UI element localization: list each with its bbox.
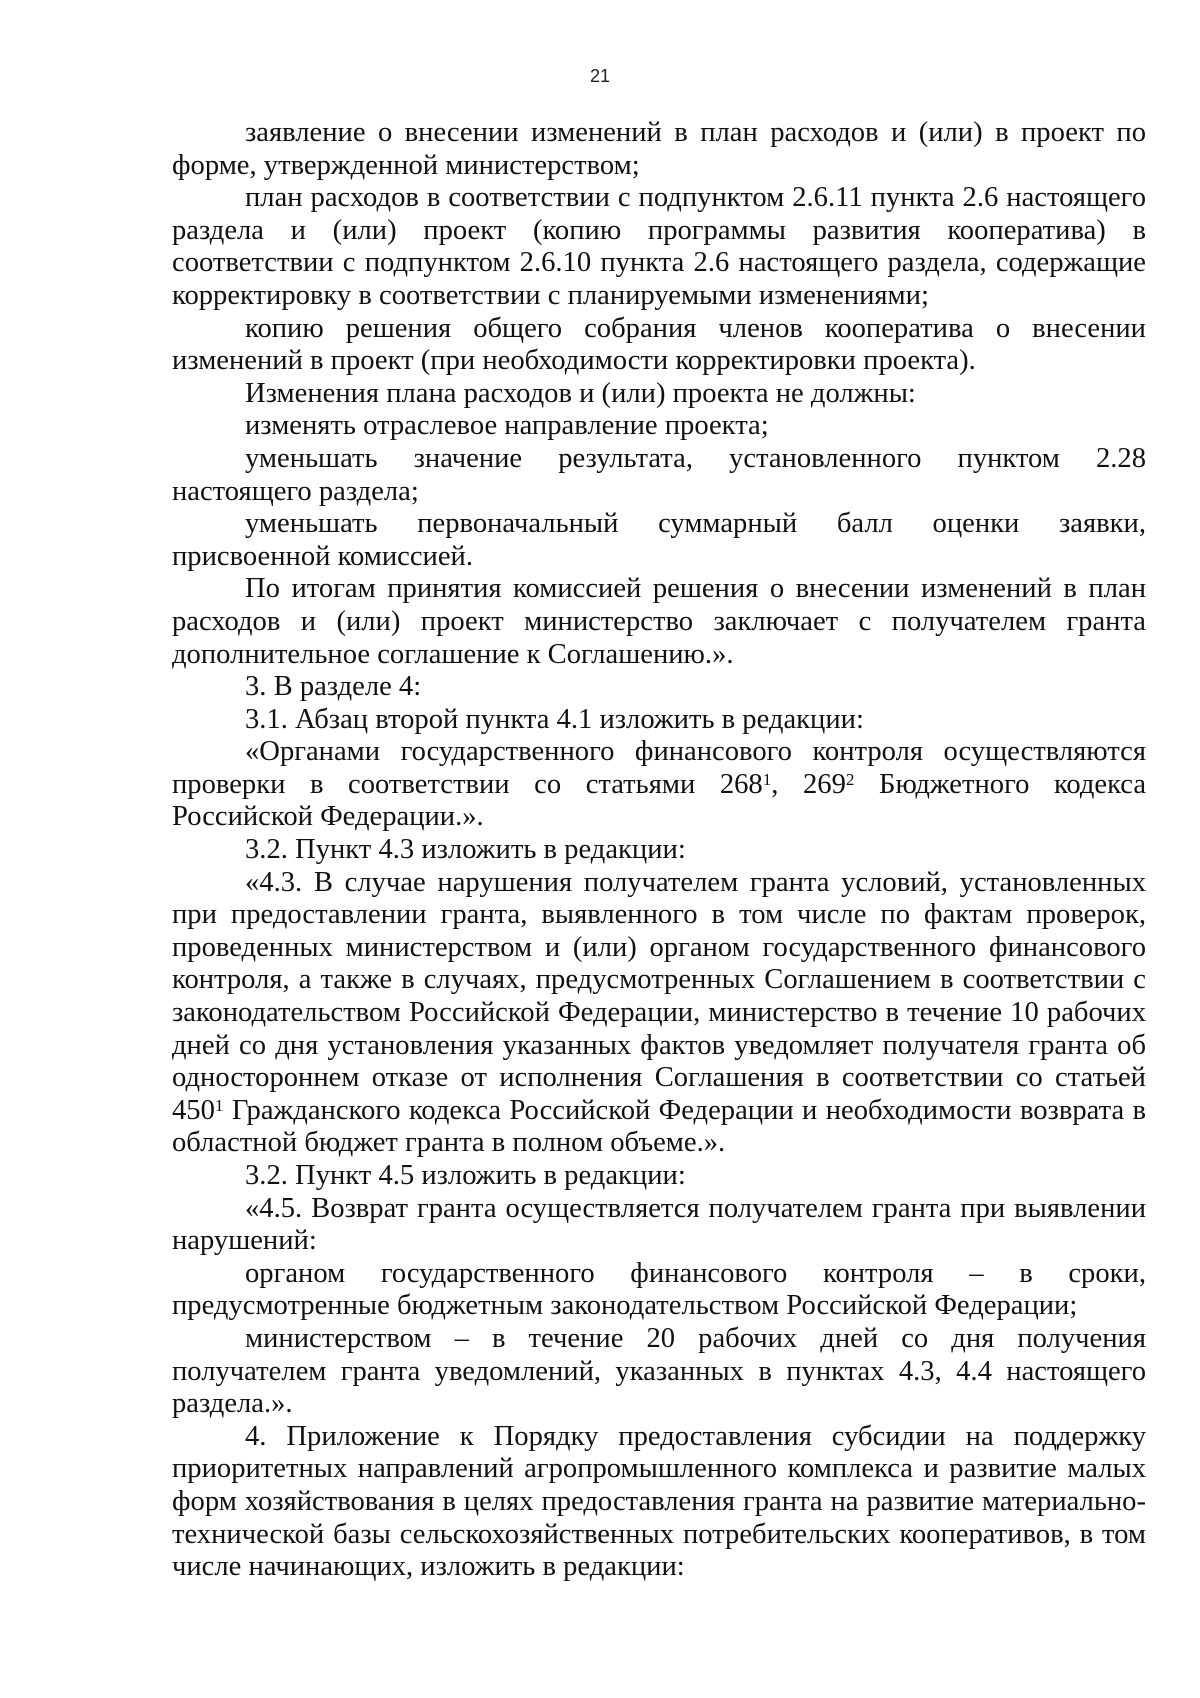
text-segment: , 269 [771,768,846,800]
paragraph-clause-4-3 [172,867,1146,1160]
text-segment: Гражданского кодекса Российской Федерации и необходимости возврата в областной бюджет гранта в полном объеме.». [172,1094,1146,1159]
paragraph: 4. Приложение к Порядку предоставления субсидии на поддержку приоритетных направлений агропромышленного комплекса и развитие малых форм хозяйствования в целях предоставления гранта на развитие материально-технической базы сельскохозяйственных потребительских кооперативов, в том числе начинающих, изложить в редакции: [172,1420,1146,1583]
page-number: 21 [589,66,611,86]
superscript: 1 [762,770,772,790]
paragraph: копию решения общего собрания членов кооператива о внесении изменений в проект (при необходимости корректировки проекта). [172,312,1146,377]
paragraph-budget-code [172,736,1146,834]
paragraph: уменьшать значение результата, установленного пунктом 2.28 настоящего раздела; [172,442,1146,507]
paragraph: план расходов в соответствии с подпунктом 2.6.11 пункта 2.6 настоящего раздела и (или) проект (копию программы развития кооператива) в соответствии с подпунктом 2.6.10 пункта 2.6 настоящего раздела, содержащие корректировку в соответствии с планируемыми изменениями; [172,182,1146,311]
paragraph: 3.1. Абзац второй пункта 4.1 изложить в редакции: [245,703,864,735]
paragraph: изменять отраслевое направление проекта; [245,410,769,442]
paragraph: заявление о внесении изменений в план расходов и (или) в проект по форме, утвержденной министерством; [172,117,1146,181]
text-segment: «Органами государственного финансового контроля осуществляются проверки в соответствии со статьями 268 [172,736,1146,800]
paragraph: Изменения плана расходов и (или) проекта не должны: [245,377,916,409]
text-segment: «4.3. В случае нарушения получателем гранта условий, установленных при предоставлении гранта, выявленного в том числе по фактам проверок, проведенных министерством и (или) органом государственного финансового контроля, а также в случаях, предусмотренных Соглашением в соответствии с законодательством Российской Федерации, министерство в течение 10 рабочих дней со дня установления указанных фактов уведомляет получателя гранта об одностороннем отказе от исполнения Соглашения в соответствии со статьей 450 [172,866,1146,1126]
paragraph: уменьшать первоначальный суммарный балл оценки заявки, присвоенной комиссией. [172,508,1146,572]
paragraph: министерством – в течение 20 рабочих дней со дня получения получателем гранта уведомлений, указанных в пунктах 4.3, 4.4 настоящего раздела.». [172,1322,1146,1420]
paragraph: «4.5. Возврат гранта осуществляется получателем гранта при выявлении нарушений: [172,1192,1146,1257]
paragraph: 3. В разделе 4: [245,671,422,703]
paragraph: органом государственного финансового контроля – в сроки, предусмотренные бюджетным законодательством Российской Федерации; [172,1257,1146,1322]
paragraph: 3.2. Пункт 4.5 изложить в редакции: [245,1160,686,1191]
superscript: 2 [845,770,855,790]
text-segment: Бюджетного кодекса Российской Федерации.». [172,768,1147,833]
document-body [172,117,1146,1584]
paragraph: По итогам принятия комиссией решения о внесении изменений в план расходов и (или) проект министерство заключает с получателем гранта дополнительное соглашение к Соглашению.». [172,573,1146,670]
superscript: 1 [214,1096,224,1116]
paragraph: 3.2. Пункт 4.3 изложить в редакции: [245,834,686,866]
